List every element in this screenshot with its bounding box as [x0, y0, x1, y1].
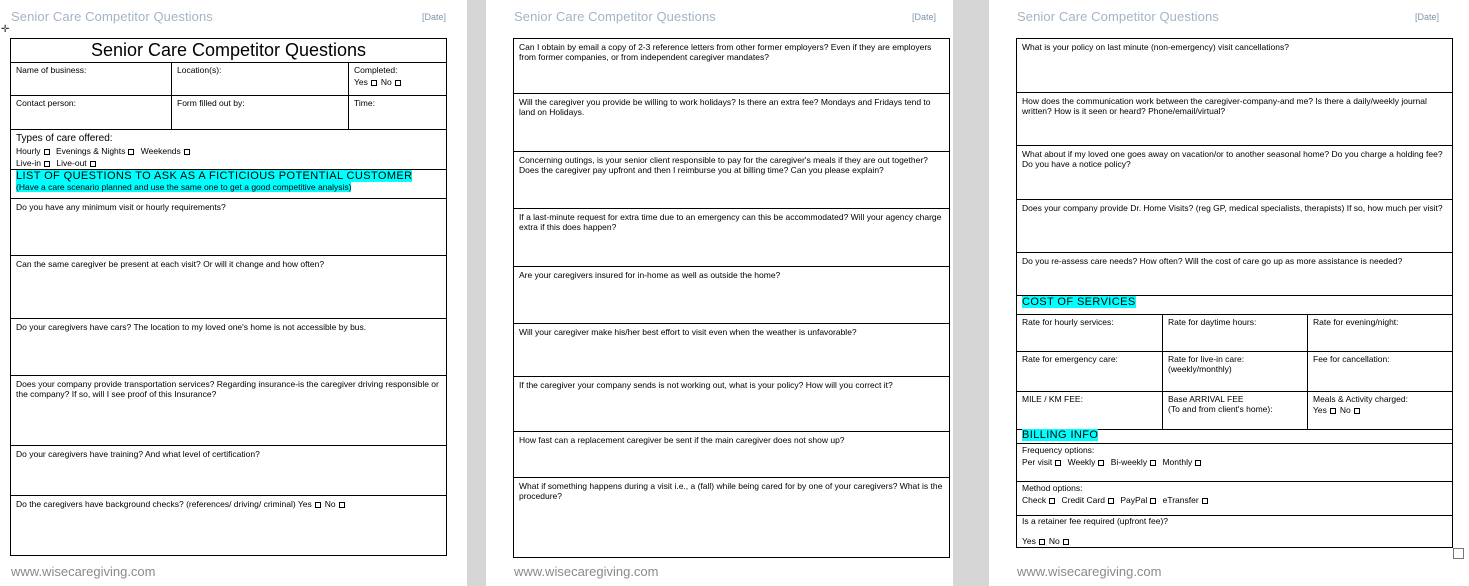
question-text: How does the communication work between the caregiver-company-and me? Is there a daily/weekly journal written? How is it seen or heard? Phone/email/virtual?: [1022, 96, 1427, 116]
question-text: Are your caregivers insured for in-home as well as outside the home?: [519, 270, 781, 280]
care-live-out-checkbox[interactable]: [90, 161, 96, 167]
question-row[interactable]: [514, 208, 949, 266]
page-3: [989, 0, 1469, 586]
method-credit-card: Credit Card: [1061, 495, 1105, 505]
meals-yes-label: Yes: [1313, 405, 1327, 415]
question-text: Does your company provide transportation services? Regarding insurance-is the caregiver driving responsible or the company? If so, will I see proof of this Insurance?: [16, 379, 439, 399]
contact-row: [11, 95, 446, 129]
meals-no-checkbox[interactable]: [1354, 408, 1360, 414]
question-text: If the caregiver your company sends is not working out, what is your policy? How will you correct it?: [519, 380, 893, 390]
question-text: Do you re-assess care needs? How often? Will the cost of care go up as more assistance is needed?: [1022, 256, 1403, 266]
contact-person-label: Contact person:: [16, 98, 77, 108]
question-text: How fast can a replacement caregiver be sent if the main caregiver does not show up?: [519, 435, 845, 445]
question-text: Do your caregivers have cars? The location to my loved one's home is not accessible by bus.: [16, 322, 367, 332]
method-etransfer: eTransfer: [1162, 495, 1199, 505]
question-text: Will your caregiver make his/her best effort to visit even when the weather is unfavorable?: [519, 327, 857, 337]
background-yes-checkbox[interactable]: [315, 502, 321, 508]
cancellation-fee-label: Fee for cancellation:: [1313, 354, 1390, 364]
question-text: Do the caregivers have background checks? (references/ driving/ criminal): [16, 499, 296, 509]
question-row[interactable]: [11, 318, 446, 375]
live-in-rate-field[interactable]: [1162, 352, 1307, 391]
question-row[interactable]: [514, 93, 949, 151]
question-text: Can the same caregiver be present at each visit? Or will it change and how often?: [16, 259, 325, 269]
question-row[interactable]: [514, 151, 949, 208]
evening-rate-field[interactable]: [1307, 315, 1452, 351]
billing-section-title: BILLING INFO: [1022, 429, 1099, 441]
locations-label: Location(s):: [177, 65, 222, 75]
arrival-fee-sublabel: (To and from client's home):: [1168, 404, 1273, 414]
cost-row: [1017, 391, 1452, 429]
completed-field: [348, 63, 446, 95]
weekly-checkbox[interactable]: [1098, 460, 1104, 466]
form-filled-by-label: Form filled out by:: [177, 98, 245, 108]
arrival-fee-field[interactable]: [1162, 392, 1307, 429]
question-text: Concerning outings, is your senior client responsible to pay for the caregiver's meals if they are out together? Does the caregiver pay upfront and then I reimburse you at billing time? Can you please explain?: [519, 155, 928, 175]
header-title: Senior Care Competitor Questions: [1017, 9, 1219, 24]
cancellation-fee-field[interactable]: [1307, 352, 1452, 391]
care-hourly-checkbox[interactable]: [44, 149, 50, 155]
question-row[interactable]: [1017, 145, 1452, 199]
etransfer-checkbox[interactable]: [1202, 498, 1208, 504]
care-option-evenings-nights: Evenings & Nights: [55, 146, 126, 156]
care-option-weekends: Weekends: [140, 146, 181, 156]
care-option-live-in: Live-in: [16, 158, 42, 168]
evening-rate-label: Rate for evening/night:: [1313, 317, 1399, 327]
billing-section-row: [1017, 429, 1452, 443]
question-row[interactable]: [11, 375, 446, 445]
question-row[interactable]: [514, 323, 949, 376]
meals-activity-label: Meals & Activity charged:: [1313, 394, 1408, 404]
question-row[interactable]: [514, 266, 949, 323]
question-text: If a last-minute request for extra time due to an emergency can this be accommodated? Will your agency charge extra if this does happen?: [519, 212, 942, 232]
section-subtitle: (Have a care scenario planned and use the same one to get a good competitive analysis): [16, 182, 352, 192]
retainer-no-checkbox[interactable]: [1063, 539, 1069, 545]
bi-weekly-checkbox[interactable]: [1150, 460, 1156, 466]
care-weekends-checkbox[interactable]: [184, 149, 190, 155]
form-filled-by-field[interactable]: [171, 96, 348, 129]
time-label: Time:: [354, 98, 375, 108]
table-resize-handle[interactable]: [1453, 548, 1464, 559]
contact-person-field[interactable]: [11, 96, 171, 129]
hourly-rate-field[interactable]: [1017, 315, 1162, 351]
footer-url: www.wisecaregiving.com: [1017, 564, 1162, 579]
monthly-checkbox[interactable]: [1195, 460, 1201, 466]
section-header-row: [11, 169, 446, 198]
question-row[interactable]: [1017, 92, 1452, 145]
cost-row: [1017, 351, 1452, 391]
background-no-checkbox[interactable]: [339, 502, 345, 508]
care-live-in-checkbox[interactable]: [44, 161, 50, 167]
completed-yes-label: Yes: [354, 77, 368, 87]
header-date[interactable]: [Date]: [911, 12, 936, 22]
cost-section-row: [1017, 295, 1452, 314]
question-row[interactable]: [1017, 199, 1452, 252]
daytime-rate-label: Rate for daytime hours:: [1168, 317, 1257, 327]
frequency-bi-weekly: Bi-weekly: [1110, 457, 1148, 467]
title-row: [11, 39, 446, 62]
header-title: Senior Care Competitor Questions: [11, 9, 213, 24]
frequency-row: [1017, 443, 1452, 481]
question-row[interactable]: [1017, 39, 1452, 92]
question-row[interactable]: [11, 198, 446, 255]
question-row[interactable]: [11, 445, 446, 495]
question-row[interactable]: [514, 477, 949, 559]
locations-field[interactable]: [171, 63, 348, 95]
method-paypal: PayPal: [1120, 495, 1148, 505]
care-evenings-checkbox[interactable]: [128, 149, 134, 155]
cost-section-title: COST OF SERVICES: [1022, 296, 1136, 308]
question-text: Do your caregivers have training? And what level of certification?: [16, 449, 260, 459]
hourly-rate-label: Rate for hourly services:: [1022, 317, 1114, 327]
retainer-row: [1017, 515, 1452, 549]
footer-url: www.wisecaregiving.com: [11, 564, 156, 579]
live-in-rate-label: Rate for live-in care:: [1168, 354, 1245, 364]
table-move-icon[interactable]: ✛: [1, 24, 10, 35]
question-row[interactable]: [11, 495, 446, 555]
question-row[interactable]: [514, 431, 949, 477]
question-text: Can I obtain by email a copy of 2-3 reference letters from other former employers? Even if they are employers from former companies, or from independent caregiver mandates?: [519, 42, 932, 62]
header-title: Senior Care Competitor Questions: [514, 9, 716, 24]
retainer-yes-label: Yes: [1022, 536, 1036, 546]
frequency-per-visit: Per visit: [1022, 457, 1053, 467]
background-no-label: No: [324, 499, 336, 509]
frequency-label: Frequency options:: [1022, 445, 1095, 455]
business-row: [11, 62, 446, 95]
question-row[interactable]: [1017, 252, 1452, 295]
question-text: Do you have any minimum visit or hourly requirements?: [16, 202, 226, 212]
frequency-weekly: Weekly: [1067, 457, 1096, 467]
page-1: [0, 0, 467, 586]
retainer-no-label: No: [1048, 536, 1060, 546]
completed-label: Completed:: [354, 65, 398, 75]
arrival-fee-label: Base ARRIVAL FEE: [1168, 394, 1244, 404]
question-text: Will the caregiver you provide be willing to work holidays? Is there an extra fee? Mondays and Fridays tend to land on Holidays.: [519, 97, 931, 117]
credit-card-checkbox[interactable]: [1108, 498, 1114, 504]
care-option-hourly: Hourly: [16, 146, 41, 156]
method-row: [1017, 481, 1452, 515]
form-title: Senior Care Competitor Questions: [90, 40, 367, 60]
live-in-rate-sublabel: (weekly/monthly): [1168, 364, 1232, 374]
questionnaire-table: [10, 38, 447, 556]
meals-yes-checkbox[interactable]: [1330, 408, 1336, 414]
name-of-business-label: Name of business:: [16, 65, 87, 75]
questionnaire-table: [513, 38, 950, 558]
frequency-monthly: Monthly: [1162, 457, 1193, 467]
question-row[interactable]: [11, 255, 446, 318]
completed-yes-checkbox[interactable]: [371, 80, 377, 86]
question-text: Does your company provide Dr. Home Visits? (reg GP, medical specialists, therapists) If so, how much per visit?: [1022, 203, 1443, 213]
page-2: [486, 0, 953, 586]
footer-url: www.wisecaregiving.com: [514, 564, 659, 579]
background-yes-label: Yes: [297, 499, 312, 509]
header-date[interactable]: [Date]: [421, 12, 446, 22]
section-title: LIST OF QUESTIONS TO ASK AS A FICTICIOUS POTENTIAL CUSTOMER: [16, 170, 413, 182]
per-visit-checkbox[interactable]: [1055, 460, 1061, 466]
completed-no-checkbox[interactable]: [395, 80, 401, 86]
time-field[interactable]: [348, 96, 446, 129]
method-label: Method options:: [1022, 483, 1083, 493]
completed-no-label: No: [380, 77, 392, 87]
care-option-live-out: Live-out: [56, 158, 87, 168]
mile-km-fee-field[interactable]: [1017, 392, 1162, 429]
daytime-rate-field[interactable]: [1162, 315, 1307, 351]
emergency-rate-label: Rate for emergency care:: [1022, 354, 1118, 364]
question-row[interactable]: [514, 376, 949, 431]
retainer-yes-checkbox[interactable]: [1039, 539, 1045, 545]
header-date[interactable]: [Date]: [1414, 12, 1439, 22]
questionnaire-table: [1016, 38, 1453, 548]
question-row[interactable]: [514, 39, 949, 93]
name-of-business-field[interactable]: [11, 63, 171, 95]
paypal-checkbox[interactable]: [1150, 498, 1156, 504]
question-text: What is your policy on last minute (non-emergency) visit cancellations?: [1022, 42, 1289, 52]
mile-km-fee-label: MILE / KM FEE:: [1022, 394, 1083, 404]
cost-row: [1017, 314, 1452, 351]
retainer-question: Is a retainer fee required (upfront fee)?: [1022, 516, 1168, 526]
meals-activity-field: [1307, 392, 1452, 429]
question-text: What about if my loved one goes away on vacation/or to another seasonal home? Do you charge a holding fee? Do you have a notice policy?: [1022, 149, 1443, 169]
emergency-rate-field[interactable]: [1017, 352, 1162, 391]
meals-no-label: No: [1339, 405, 1351, 415]
types-of-care-label: Types of care offered:: [16, 133, 113, 144]
check-checkbox[interactable]: [1049, 498, 1055, 504]
types-of-care-row: [11, 129, 446, 169]
question-text: What if something happens during a visit i.e., a (fall) while being cared for by one of your caregivers? What is the procedure?: [519, 481, 943, 501]
method-check: Check: [1022, 495, 1047, 505]
